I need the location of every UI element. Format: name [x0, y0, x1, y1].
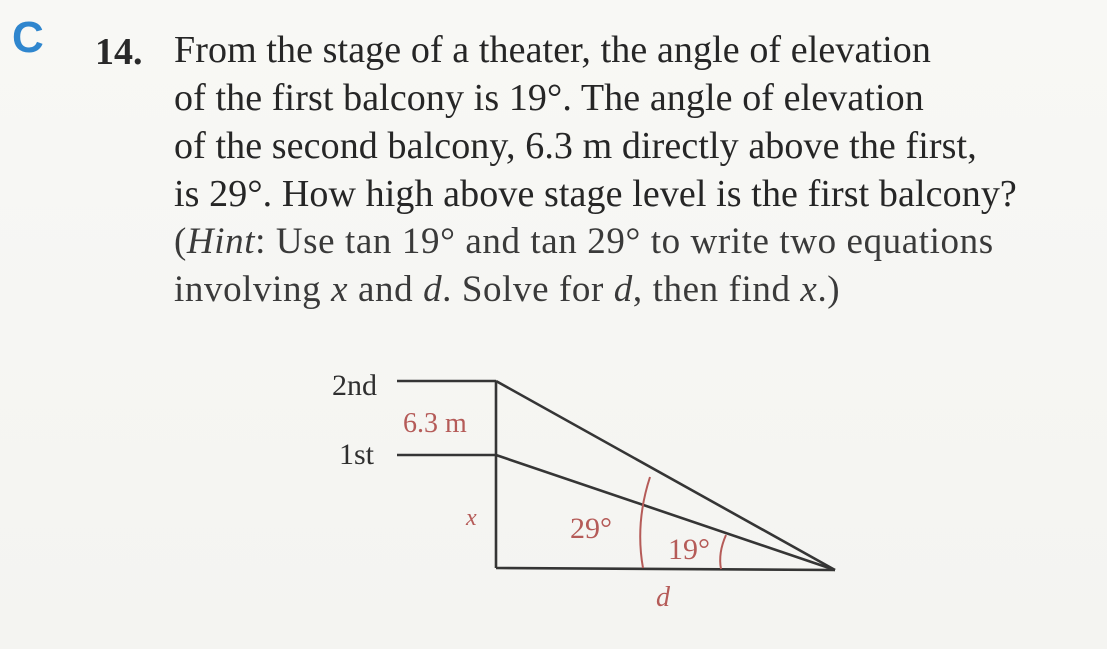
hint-line-1 [174, 218, 1074, 266]
problem-text [174, 26, 1074, 314]
hint-text-2d: , then find [632, 269, 801, 310]
sight-line-first-balcony [496, 455, 835, 570]
difficulty-level-badge: C [12, 13, 44, 62]
first-balcony-label: 1st [339, 438, 375, 471]
angle-arc-19 [720, 535, 726, 569]
hint-line-2 [174, 266, 1074, 314]
height-x-label: x [466, 505, 477, 531]
problem-text-line-3: of the second balcony, 6.3 m directly above the first, [174, 125, 977, 167]
angle-29-label: 29° [570, 512, 612, 545]
problem-text-line-2: of the first balcony is 19°. The angle of elevation [174, 77, 924, 119]
distance-d-label: d [656, 582, 670, 613]
problem-text-line-4: is 29°. How high above stage level is the first balcony? [174, 173, 1017, 215]
balcony-gap-label: 6.3 m [403, 408, 467, 439]
hint-text-2c: . Solve for [442, 269, 614, 310]
problem-text-line-1: From the stage of a theater, the angle of elevation [174, 29, 931, 71]
second-balcony-label: 2nd [332, 369, 377, 402]
variable-d: d [423, 269, 443, 310]
hint-text-1: : Use tan 19° and tan 29° to write two equations [255, 221, 994, 262]
balcony-diagram [320, 355, 860, 640]
sight-line-second-balcony [496, 381, 835, 570]
hint-label: Hint [186, 221, 256, 262]
variable-d-2: d [613, 269, 633, 310]
hint-text-2e: .) [817, 269, 841, 310]
variable-x-2: x [800, 269, 818, 310]
angle-19-label: 19° [668, 533, 710, 566]
variable-x: x [331, 269, 349, 310]
stage-line [496, 568, 835, 570]
balcony-triangle-diagram [320, 355, 860, 640]
hint-text-2b: and [348, 269, 424, 310]
hint-text-2a: involving [174, 269, 332, 310]
problem-number: 14. [95, 31, 143, 73]
angle-arc-29 [640, 477, 650, 568]
hint-open-paren: ( [174, 221, 187, 262]
